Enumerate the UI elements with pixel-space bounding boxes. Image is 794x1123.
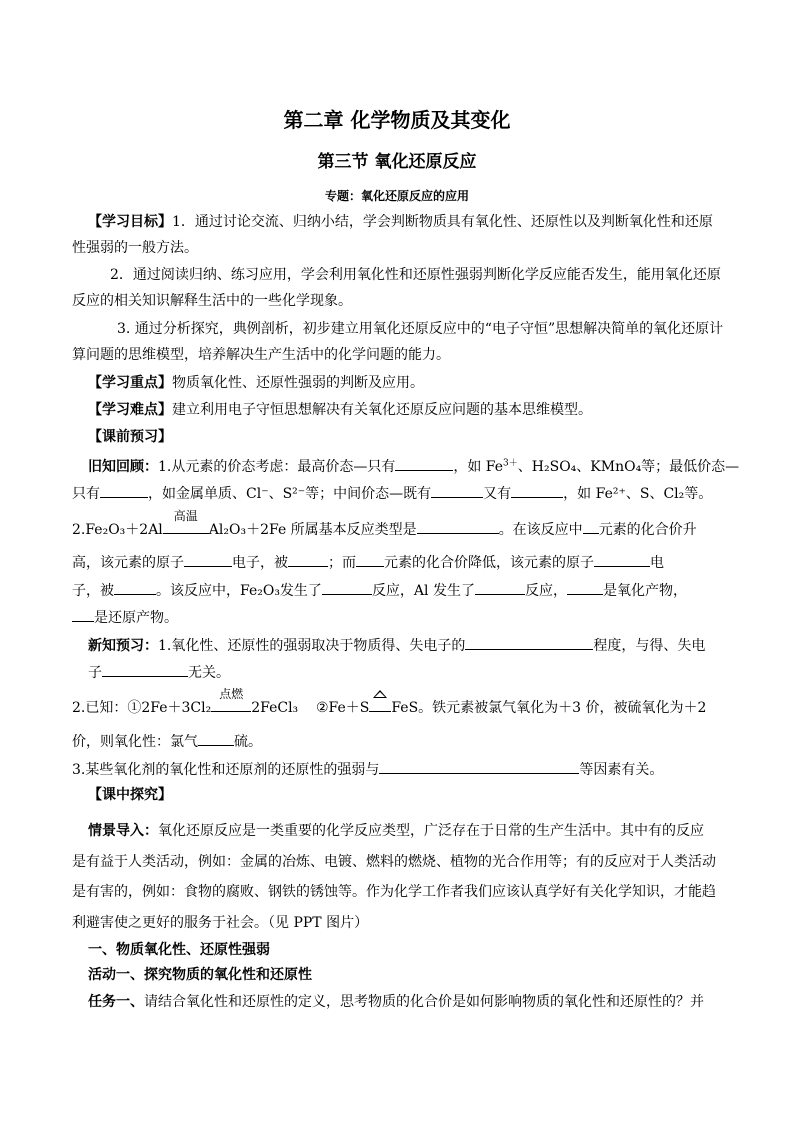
goals-line-2b: 反应的相关知识解释生活中的一些化学现象。 [72,293,352,309]
review-line-1: 旧知回顾：1.从元素的价态考虑：最高价态—只有 ，如 $Fe^{3+}$、H₂SO₄、KMnO₄等；最低价态— [88,456,739,476]
explore-heading: 【课中探究】 [88,787,172,803]
heat-triangle-icon [373,690,387,698]
preview-heading: 【课前预习】 [88,429,172,445]
newknow-line-5: 3.某些氧化剂的氧化性和还原剂的还原性的强弱与 等因素有关。 [72,759,663,779]
goals-line-3: 3. 通过分析探究，典例剖析，初步建立用氧化还原反应中的“电子守恒”思想解决简单的氧化还原计 [117,321,724,337]
goals-line-3b: 算问题的思维模型，培养解决生产生活中的化学问题的能力。 [72,347,450,363]
review-line-4: 高，该元素的原子 电子，被 ；而 元素的化合价降低，该元素的原子 电 [72,552,664,572]
equation-condition: 点燃 [219,687,244,701]
intro-line-4: 利避害使之更好的服务于社会。（见 PPT 图片） [72,915,369,931]
review-line-2: 只有 ，如金属单质、Cl⁻、S²⁻等；中间价态—既有 又有 ，如 Fe²⁺、S、Cl₂等。 [72,483,712,503]
intro-line-3: 是有害的，例如：食物的腐败、钢铁的锈蚀等。作为化学工作者我们应该认真学好有关化学知识，才能趋 [72,884,716,900]
equation-condition: 高温 [173,509,198,523]
intro-line-1: 情景导入：氧化还原反应是一类重要的化学反应类型，广泛存在于日常的生产生活中。其中有的反应 [88,823,704,839]
section-title: 第三节 氧化还原反应 [317,152,477,172]
heading-1: 一、物质氧化性、还原性强弱 [88,942,270,958]
topic-title: 专题：氧化还原反应的应用 [324,189,469,203]
activity-1: 活动一、探究物质的氧化性和还原性 [88,967,312,983]
goals-line-1b: 性强弱的一般方法。 [72,240,198,256]
goals-line-1: 【学习目标】1．通过讨论交流、归纳小结，学会判断物质具有氧化性、还原性以及判断氧化性和还原 [88,214,713,230]
intro-line-2: 是有益于人类活动，例如：金属的冶炼、电镀、燃料的燃烧、植物的光合作用等；有的反应对于人类活动 [72,854,716,870]
difficulty-line: 【学习难点】建立利用电子守恒思想解决有关氧化还原反应问题的基本思维模型。 [88,402,592,418]
review-line-6: 是还原产物。 [72,607,178,627]
newknow-line-3: 2.已知：①2Fe＋3Cl₂ 点燃 2FeCl₃ ②Fe＋S FeS。铁元素被氯气氧化为＋3 价，被硫氧化为＋2 [72,687,707,716]
chapter-title: 第二章 化学物质及其变化 [283,108,511,132]
newknow-line-4: 价，则氧化性：氯气 硫。 [72,731,262,751]
newknow-line-2: 子 无关。 [88,662,230,682]
newknow-line-1: 新知预习：1.氧化性、还原性的强弱取决于物质得、失电子的 程度，与得、失电 [88,635,705,655]
focus-line: 【学习重点】物质氧化性、还原性强弱的判断及应用。 [88,375,424,391]
review-line-5: 子，被 。该反应中，Fe₂O₃发生了 反应，Al 发生了 反应， 是氧化产物， [72,580,687,600]
equation-line-1: 2.Fe₂O₃＋2Al 高温 Al₂O₃＋2Fe 所属基本反应类型是 。在该反应中 元素的化合价升 [72,509,697,538]
task-1: 任务一、请结合氧化性和还原性的定义，思考物质的化合价是如何影响物质的氧化性和还原性的？并 [88,994,704,1010]
goals-line-2: 2．通过阅读归纳、练习应用，学会利用氧化性和还原性强弱判断化学反应能否发生，能用氧化还原 [110,267,721,283]
